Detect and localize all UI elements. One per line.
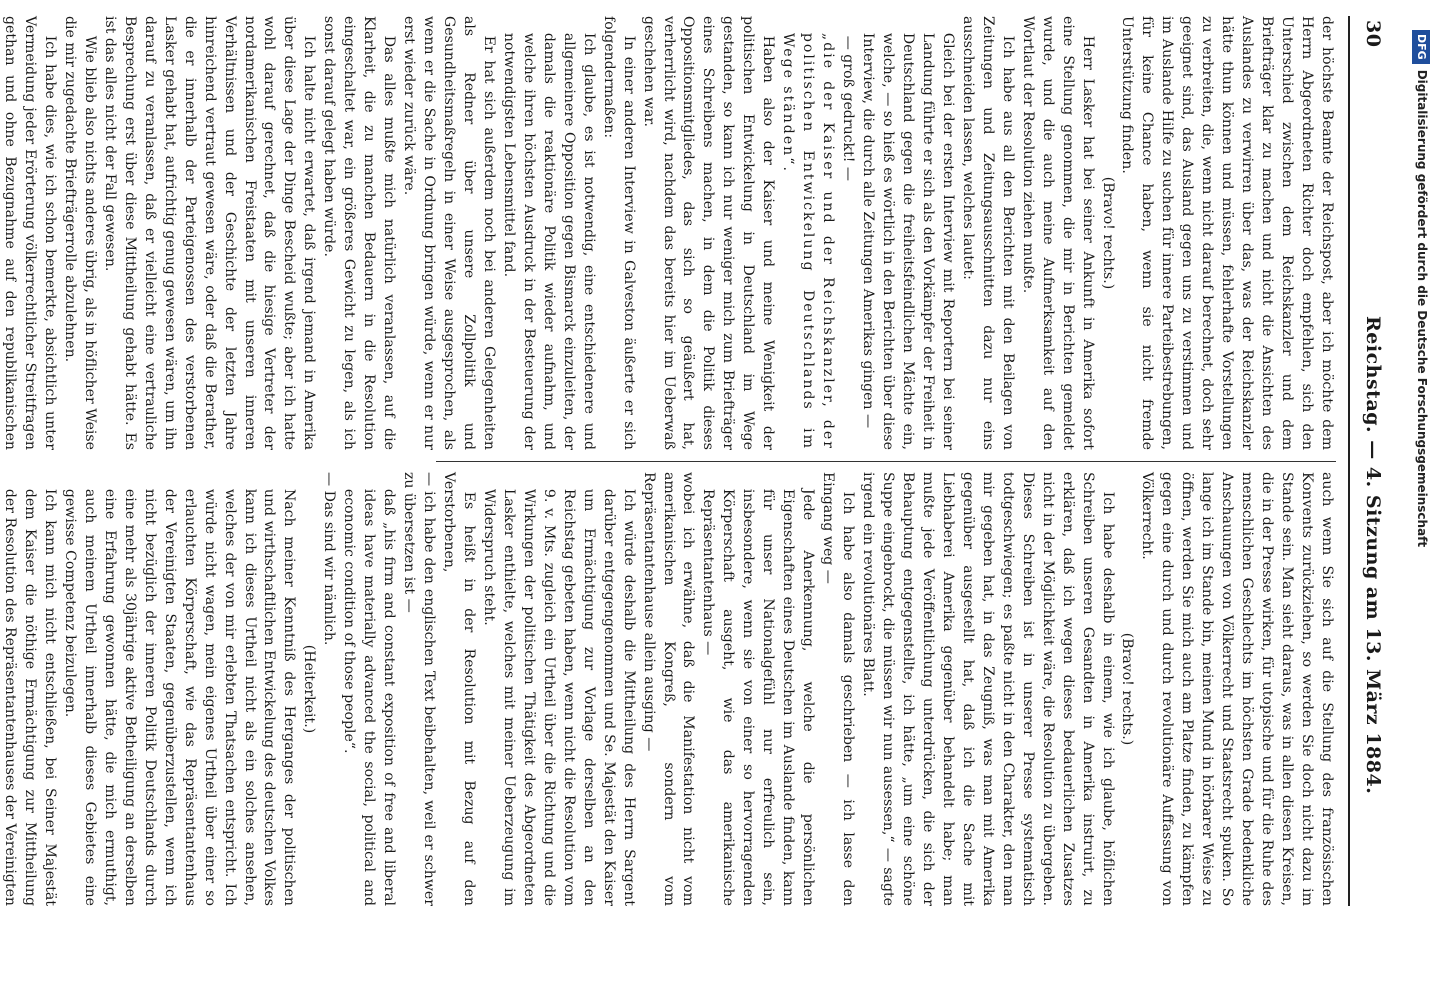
running-head bbox=[1358, 16, 1388, 906]
column-divider bbox=[436, 461, 1336, 462]
digitization-banner bbox=[1413, 30, 1431, 590]
header-rule bbox=[1348, 16, 1350, 906]
paragraph: auch wenn Sie sich auf die Stellung des französischen Konvents zurückziehen, so werden Sie doch nicht dazu im Stande sein. Man sieht daraus, was in allen diesen Kreisen, die in der Presse wirken, für utopische und für die Ruhe des menschlichen Geschlechts im höchsten Grade bedenkliche Anschauungen von Völkerrecht und Staatsrecht spuken. So lange ich im Stande bin, meinen Mund in hörbarer Weise zu öffnen, werden Sie mich auch am Platze finden, zu kämpfen gegen eine durch und durch revolutionäre Auffassung von Völkerrecht. bbox=[1139, 472, 1335, 906]
paragraph: Ich halte nicht erwartet, daß irgend jemand in Amerika über diese Lage der Dinge Bescheid wußte; aber ich hatte wohl darauf gerechnet, daß die hiesige Vertreter der nordamerikanischen Freistaaten mit unseren inneren Verhältnissen und der Geschichte der letzten Jahre hinreichend vertraut gewesen wäre, oder daß die Berather, die er innerhalb der Parteigenossen des verstorbenen Lasker gehabt hat, aufrichtig genug gewesen wären, um ihn darauf zu veranlassen, daß er vielleicht eine vertrauliche Besprechung erst über diese Mittheilung gehabt hätte. Es ist das alles nicht der Fall gewesen. bbox=[101, 16, 318, 450]
digitization-notice bbox=[1413, 30, 1431, 590]
paragraph: Wie blieb also nichts anderes übrig, als in höflicher Weise die mir zugedachte Briefträgerrolle abzulehnen. bbox=[61, 16, 98, 450]
paragraph: Ich habe deshalb in einem, wie ich glaube, höflichen Schreiben unseren Gesandten in Amerika instruirt, zu erklären, daß ich wegen dieses bedauerlichen Zusatzes nicht in der Möglichkeit wäre, die Resolution zu übergeben. Dieses Schreiben ist in unserer Presse systematisch todtgeschwiegen; es paßte nicht in den Charakter, den man mir gegeben hat, in das Zeugniß, was man mit Amerika gegenüber ausgestellt hat, daß ich die Sache mit Liebhaberei Amerika gegenüber behandelt habe; man mußte jede Veröffentlichung unterdrücken, die sich der Behauptung entgegenstellte, ich hätte, „um eine schöne Suppe eingebrockt, die müssen wir nun ausessen,“ — sagte irgend ein revolutionäres Blatt. bbox=[860, 472, 1116, 906]
applause-note: (Bravo! rechts.) bbox=[1119, 632, 1136, 746]
quote-paragraph: Ich glaube, es ist notwendig, eine entschiedenere und allgemeinere Opposition gegen Bismarck einzuleiten, der damals die reaktionäre Politik wieder aufnahm, und welche ihren höchsten Ausdruck in der Besteuerung der notwendigsten Lebensmittel fand. bbox=[500, 32, 597, 450]
paragraph: Haben also der Kaiser und meine Wenigkeit der politischen Entwickelung in Deutschland im Wege gestanden, so kann ich nur weniger mich zum Briefträger eines Schreibens machen, in dem die Politik dieses Oppositionsmitgliedes, das sich so geäußert hat, verherrlicht wird, nachdem das bereits hier im Ueberwaß geschehen war. bbox=[640, 16, 777, 450]
paragraph: Herr Lasker hat bei seiner Ankunft in Amerika sofort eine Stellung genommen, die mir in Berichten gemeldet wurde, und die auch meine Aufmerksamkeit auf den Wortlaut der Resolution ziehen mußte. bbox=[1019, 16, 1096, 450]
paragraph: Ich habe aus all den Berichten mit den Beilagen von Zeitungen und Zeitungsausschnitten dazu nur eins ausschneiden lassen, welches lautet: bbox=[959, 16, 1016, 450]
quote-paragraph: Jede Anerkennung, welche die persönlichen Eigenschaften eines Deutschen im Auslande finden, kann für unser Nationalgefühl nur erfreulich sein, insbesondere, wenn sie von einer so hervorragenden Körperschaft ausgeht, wie das amerikanische Repräsentantenhaus — bbox=[700, 488, 817, 906]
laughter-note: (Heiterkeit.) bbox=[301, 644, 318, 734]
paragraph: — Das sind wir nämlich. bbox=[321, 472, 338, 646]
left-column bbox=[0, 16, 1336, 450]
quote-paragraph: daß „his firm and constant exposition of free and liberal ideas have materially advanced the social, political and economic condition of those people“. bbox=[341, 488, 398, 906]
quote-paragraph: Nach meiner Kenntniß des Herganges der politischen und wirthschaftlichen Entwickelung des deutschen Volkes kann ich dieses Urtheil nicht als ein solches ansehen, welches der von mir erlebten Thatsachen entspricht. Ich würde nicht wagen, mein eigenes Urtheil über einer so erlauchten Körperschaft, wie das Repräsentantenhaus der Vereinigten Staaten, gegenüberzustellen, wenn ich nicht bezüglich der inneren Politik Deutschlands durch eine mehr als 30jährige aktive Betheiligung an derselben eine Erfahrung gewonnen hätte, die mich ermuthigt, auch meinem Urtheil innerhalb dieses Gebietes eine gewisse Competenz beizulegen. bbox=[61, 488, 298, 906]
paragraph: der höchste Beamte der Reichspost, aber ich möchte dem Herrn Abgeordneten Richter doch empfehlen, sich den Unterschied zwischen dem Reichskanzler und dem Briefträger klar zu machen und nicht die Ansichten des Auslandes zu verwirren über das, was der Reichskanzler hätte thun können und müssen, fehlerhafte Vorstellungen zu verbreiten, die, wenn nicht darauf berechnet, doch sehr geeignet sind, das Ausland gegen uns zu verstimmen und im Auslande Hilfe zu suchen für innere Parteibestrebungen, für keine Chance haben, wenn sie nicht fremde Unterstützung finden. bbox=[1119, 16, 1335, 450]
paragraph: Das alles mußte mich natürlich veranlassen, auf die Klarheit, die zu manchen Bedauern in die Resolution eingeschaltet war, ein größeres Gewicht zu legen, als ich sonst darauf gelegt haben würde. bbox=[321, 16, 398, 450]
paragraph: In einer anderen Interview in Galveston äußerte er sich folgendermaßen: bbox=[600, 16, 637, 450]
paragraph: Es heißt in der Resolution mit Bezug auf den Verstorbenen, bbox=[441, 472, 478, 906]
running-head-title: Reichstag. — 4. Sitzung am 13. März 1884. bbox=[1362, 316, 1384, 795]
paragraph: Er hat sich außerdem noch bei anderen Gelegenheiten als Redner über unsere Zollpolitik und Gesundheitsmaßregeln in einer Weise ausgesprochen, als wenn er die Sache in Ordnung bringen würde, wenn er nur erst wieder zurück wäre. bbox=[401, 16, 497, 450]
paragraph: Ich habe dies, wie ich schon bemerkte, absichtlich unter Vermeidung jeder Erörterung völkerrechtlicher Streitfragen gethan und ohne Bezugnahme auf den republikanischen bbox=[2, 16, 58, 450]
quote-paragraph: Ich kann mich nicht entschließen, bei Seiner Majestät dem Kaiser die nöthige Ermächtigung zur Mittheilung der Resolution des Repräsentantenhauses der Vereinigten bbox=[2, 488, 58, 906]
quote-paragraph: Ich würde deshalb die Mittheilung des Herrn Sargent darüber entgegengenommen und Se. Majestät den Kaiser um Ermächtigung zur Vorlage derselben an den Reichstag gebeten haben, wenn nicht die Resolution vom 9. v. Mts. zugleich ein Urtheil über die Richtung und die Wirkungen der politischen Thätigkeit des Abgeordneten Lasker enthielte, welches mit meiner Ueberzeugung im Widerspruch steht. bbox=[480, 488, 637, 906]
page-number: 30 bbox=[1362, 20, 1384, 48]
right-column bbox=[0, 472, 1336, 906]
paragraph: — ich habe den englischen Text beibehalten, weil er schwer zu übersetzen ist — bbox=[401, 472, 438, 906]
quote-paragraph: Gleich bei der ersten Interview mit Reportern bei seiner Landung führte er sich als den Vorkämpfer der Freiheit in Deutschland gegen die freiheitsfeindlichen Mächte ein, welche, — so hieß es wörtlich in den Berichten über diese Interview, die durch alle Zeitungen Amerikas gingen — bbox=[860, 32, 956, 450]
quote-paragraph: „die der Kaiser und der Reichskanzler, der politischen Entwickelung Deutschlands im Wege ständen“. bbox=[780, 32, 837, 450]
paragraph: Ich habe also damals geschrieben — ich lasse den Eingang weg — bbox=[820, 472, 857, 906]
paragraph: wobei ich erwähne, daß die Manifestation nicht vom amerikanischen Kongreß, sondern vom Repräsentantenhause allein ausging — bbox=[640, 472, 697, 906]
dfg-logo: DFG bbox=[1412, 30, 1430, 64]
paragraph: — groß gedruckt! — bbox=[840, 35, 857, 181]
applause-note: (Bravo! rechts.) bbox=[1099, 176, 1116, 290]
page-content bbox=[2, 16, 1388, 986]
digitization-text: Digitalisierung gefördert durch die Deutsche Forschungsgemeinschaft bbox=[1415, 69, 1429, 548]
